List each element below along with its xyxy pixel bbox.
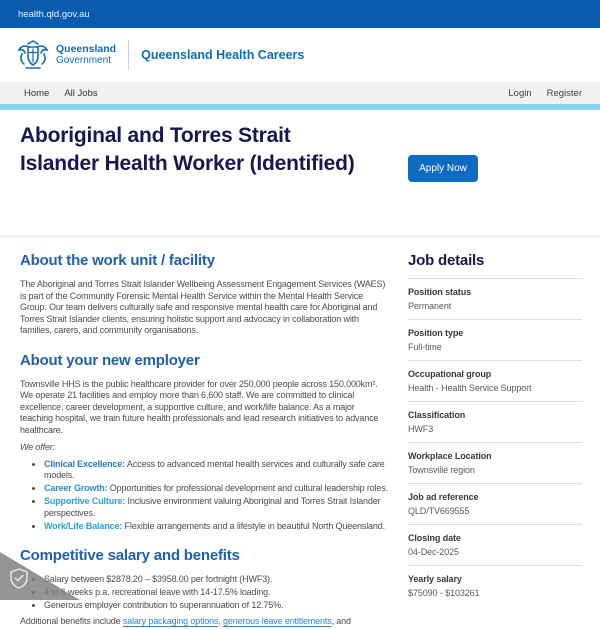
field-value: HWF3 <box>408 424 434 434</box>
job-detail-field <box>408 369 582 393</box>
job-detail-field <box>408 533 582 557</box>
offer-text: Opportunities for professional development and cultural leadership roles. <box>107 483 388 493</box>
field-label: Job ad reference <box>408 492 479 502</box>
list-item: • 4 to 6 weeks p.a. recreational leave with 14-17.5% loading. <box>44 587 388 599</box>
field-value: QLD/TV669555 <box>408 506 470 516</box>
nav-item-all-jobs[interactable]: All Jobs <box>64 87 98 99</box>
job-details-heading: Job details <box>408 252 485 269</box>
job-detail-field <box>408 328 582 352</box>
work-unit-paragraph: The Aboriginal and Torres Strait Islander Wellbeing Assessment Engagement Services (WAES) is part of the Community Forensic Mental Health Service within the Mental Health Service Group. Our team delivers culturally safe and responsive mental health care for Aboriginal and Torres Strait Islander clients, ensuring holistic support and advocacy in collaboration with families, carers, and community organisations. <box>20 279 386 335</box>
sidebar-divider <box>408 401 582 402</box>
offers-list <box>20 459 388 533</box>
nav-item-home[interactable]: Home <box>24 87 50 99</box>
offer-text: Inclusive environment valuing Aboriginal and Torres Strait Islander perspectives. <box>44 496 381 518</box>
job-title-hero <box>0 110 600 237</box>
field-label: Position status <box>408 287 472 297</box>
job-title: Aboriginal and Torres Strait Islander Health Worker (Identified) <box>20 124 355 175</box>
main-nav <box>0 82 600 104</box>
field-label: Occupational group <box>408 369 492 379</box>
site-header <box>0 28 600 82</box>
field-label: Yearly salary <box>408 574 462 584</box>
benefits-post-text: , and <box>331 615 351 626</box>
benefits-mid-text: , <box>218 615 224 626</box>
offer-lead: Clinical Excellence: <box>44 458 126 469</box>
list-item <box>44 483 388 495</box>
sidebar-divider <box>408 442 582 443</box>
sidebar-divider <box>408 278 582 279</box>
offer-lead: Supportive Culture: <box>44 496 126 506</box>
shield-check-icon <box>8 567 30 589</box>
sidebar-divider <box>408 565 582 566</box>
section-heading-employer: About your new employer <box>20 351 200 369</box>
content-area <box>0 237 600 629</box>
field-label: Closing date <box>408 533 461 543</box>
job-detail-field <box>408 574 582 598</box>
field-value: 04-Dec-2025 <box>408 547 459 557</box>
job-detail-field <box>408 451 582 475</box>
field-label: Position type <box>408 328 464 338</box>
section-heading-work-unit: About the work unit / facility <box>20 252 215 269</box>
we-offer-intro: We offer: <box>20 442 55 452</box>
list-item: • Salary between $2878.20 – $3958.00 per fortnight (HWF3). <box>44 574 388 586</box>
salary-packaging-link[interactable]: salary packaging options <box>122 615 219 626</box>
additional-benefits-paragraph <box>20 616 388 628</box>
brand-title[interactable]: Queensland Health Careers <box>141 48 305 62</box>
list-item <box>44 521 388 533</box>
list-item <box>44 459 388 482</box>
field-value: Health - Health Service Support <box>408 383 532 393</box>
apply-now-button[interactable]: Apply Now <box>408 155 478 182</box>
list-item <box>44 496 388 519</box>
crest-logo-line2: Government <box>56 55 112 66</box>
sidebar-divider <box>408 319 582 320</box>
offer-text: Flexible arrangements and a lifestyle in beautiful North Queensland. <box>122 520 385 531</box>
field-value: $75090 - $103261 <box>408 588 480 598</box>
employer-paragraph: Townsville HHS is the public healthcare provider for over 250,000 people across 150,000km². We operate 21 facilities and employ more than 6,600 staff. We are committed to clinical excellence, career development, a supportive culture, and work/life balance. As a major teaching hospital, we train future health professionals and lead research initiatives to advance healthcare. <box>20 378 379 435</box>
sidebar-divider <box>408 360 582 361</box>
offer-lead: Work/Life Balance: <box>44 520 123 531</box>
job-detail-field <box>408 287 582 311</box>
top-site-bar <box>0 0 600 28</box>
offer-lead: Career Growth: <box>44 483 108 493</box>
queensland-government-crest-icon[interactable] <box>16 38 50 72</box>
job-details-sidebar <box>408 237 582 598</box>
crest-logo-line1: Queensland <box>56 43 117 55</box>
field-value: Full-time <box>408 342 442 352</box>
field-label: Workplace Location <box>408 451 492 461</box>
crest-logo-text <box>56 44 116 66</box>
list-item: • Generous employer contribution to superannuation of 12.75%. <box>44 600 388 612</box>
leave-entitlements-link[interactable]: generous leave entitlements <box>223 615 332 626</box>
site-domain-link[interactable]: health.qld.gov.au <box>18 8 90 20</box>
offer-text: Access to advanced mental health services and culturally safe care models. <box>44 458 385 480</box>
job-detail-field <box>408 410 582 434</box>
nav-item-login[interactable]: Login <box>508 87 532 99</box>
field-label: Classification <box>408 410 466 420</box>
job-detail-field <box>408 492 582 516</box>
field-value: Permanent <box>408 301 452 311</box>
sidebar-divider <box>408 483 582 484</box>
benefits-pre-text: Additional benefits include <box>20 615 123 626</box>
header-divider <box>128 40 129 70</box>
nav-item-register[interactable]: Register <box>546 87 582 99</box>
section-heading-salary: Competitive salary and benefits <box>20 547 240 564</box>
sidebar-divider <box>408 524 582 525</box>
field-value: Townsville region <box>408 465 475 475</box>
